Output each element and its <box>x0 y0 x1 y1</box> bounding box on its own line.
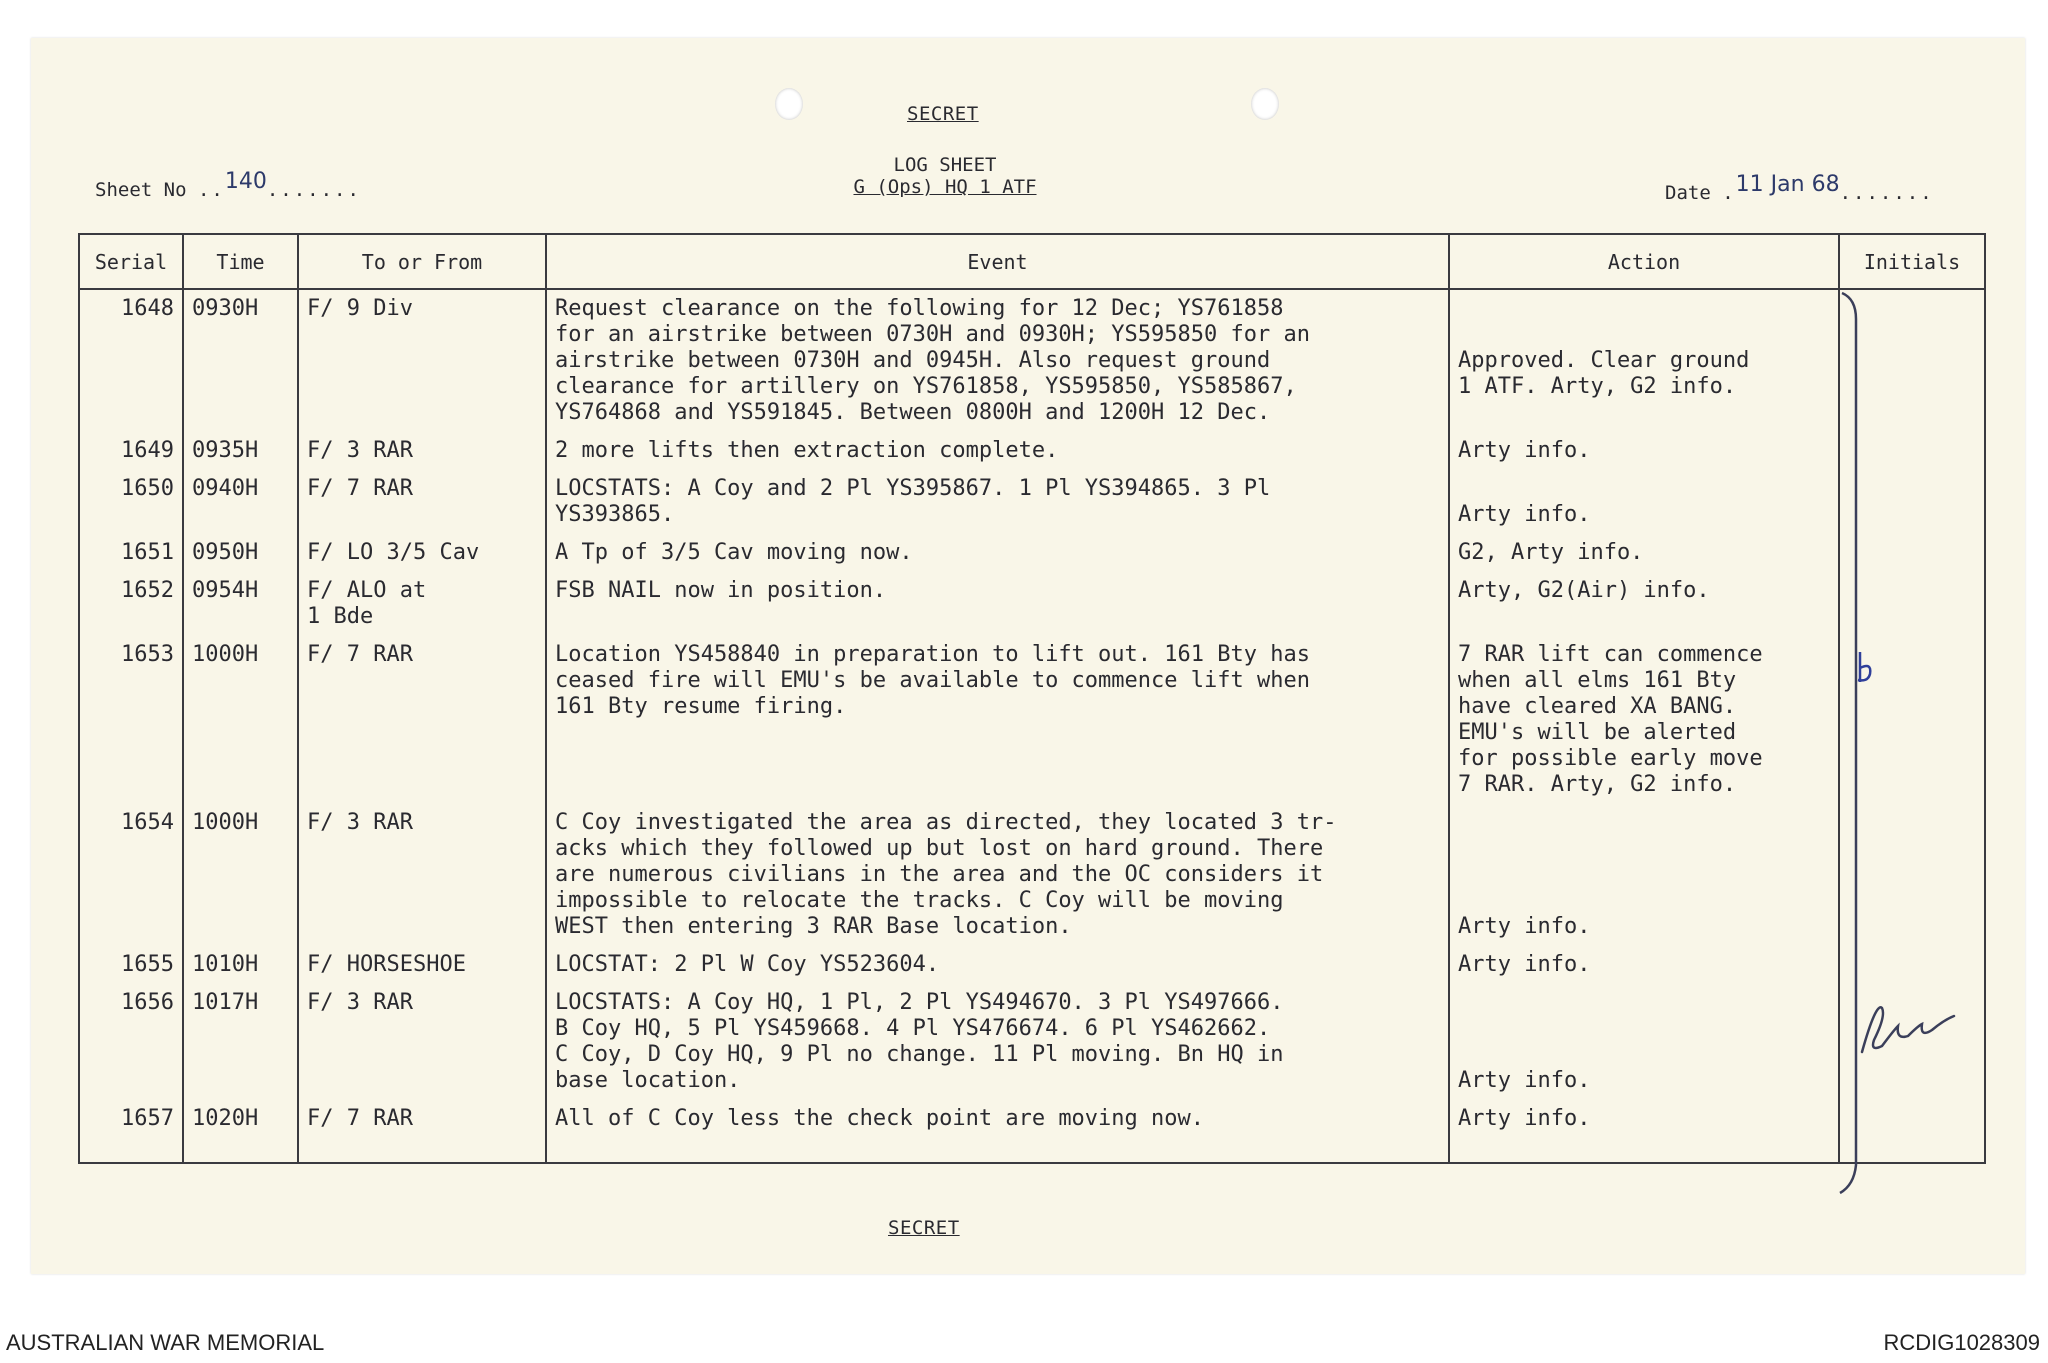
date-label: Date <box>1665 182 1711 204</box>
date-value: 11 Jan 68 <box>1735 172 1840 197</box>
sheet-number-field <box>95 169 361 202</box>
cell-serial: 1655 <box>79 946 183 984</box>
cell-from: F/ 9 Div <box>298 289 546 432</box>
sheet-dots-leading: .. <box>197 179 225 201</box>
record-id-label: RCDIG1028309 <box>1883 1330 2040 1355</box>
cell-event: A Tp of 3/5 Cav moving now. <box>546 534 1449 572</box>
cell-time: 1017H <box>183 984 298 1100</box>
cell-event: Location YS458840 in preparation to lift out. 161 Bty has ceased fire will EMU's be available to commence lift when 161 Bty resume firing. <box>546 636 1449 804</box>
sheet-dots-trailing: ....... <box>266 179 361 201</box>
col-header-event: Event <box>546 234 1449 289</box>
cell-event: Request clearance on the following for 12 Dec; YS761858 for an airstrike between 0730H and 0930H; YS595850 for an airstrike between 0730H and 0945H. Also request ground clearance for artillery on YS761858, YS595850, YS585867, YS764868 and YS591845. Between 0800H and 1200H 12 Dec. <box>546 289 1449 432</box>
cell-event: 2 more lifts then extraction complete. <box>546 432 1449 470</box>
cell-action: Arty info. <box>1449 804 1839 946</box>
table-row <box>79 1100 1985 1163</box>
col-header-initials: Initials <box>1839 234 1985 289</box>
table-row <box>79 572 1985 636</box>
col-header-action: Action <box>1449 234 1839 289</box>
cell-from: F/ 3 RAR <box>298 984 546 1100</box>
cell-time: 0950H <box>183 534 298 572</box>
table-row <box>79 984 1985 1100</box>
table-row <box>79 432 1985 470</box>
cell-event: LOCSTAT: 2 Pl W Coy YS523604. <box>546 946 1449 984</box>
cell-time: 1010H <box>183 946 298 984</box>
cell-from: F/ 3 RAR <box>298 804 546 946</box>
cell-time: 0935H <box>183 432 298 470</box>
table-row <box>79 534 1985 572</box>
cell-serial: 1653 <box>79 636 183 804</box>
institution-label: AUSTRALIAN WAR MEMORIAL <box>6 1330 325 1355</box>
cell-action: Arty info. <box>1449 946 1839 984</box>
cell-event: FSB NAIL now in position. <box>546 572 1449 636</box>
cell-from: F/ LO 3/5 Cav <box>298 534 546 572</box>
table-row <box>79 289 1985 432</box>
log-table <box>78 233 1986 1164</box>
col-header-to-or-from: To or From <box>298 234 546 289</box>
cell-event: LOCSTATS: A Coy and 2 Pl YS395867. 1 Pl YS394865. 3 Pl YS393865. <box>546 470 1449 534</box>
title-line-2: G (Ops) HQ 1 ATF <box>853 176 1037 198</box>
table-row <box>79 946 1985 984</box>
cell-event: C Coy investigated the area as directed, they located 3 tr- acks which they followed up but lost on hard ground. There are numerous civilians in the area and the OC considers it impossible to relocate the tracks. C Coy will be moving WEST then entering 3 RAR Base location. <box>546 804 1449 946</box>
cell-time: 0954H <box>183 572 298 636</box>
cell-serial: 1654 <box>79 804 183 946</box>
cell-from: F/ 3 RAR <box>298 432 546 470</box>
cell-serial: 1649 <box>79 432 183 470</box>
blue-ink-tick-mark <box>1850 648 1880 688</box>
cell-event: All of C Coy less the check point are moving now. <box>546 1100 1449 1163</box>
table-row <box>79 470 1985 534</box>
cell-time: 1000H <box>183 636 298 804</box>
cell-event: LOCSTATS: A Coy HQ, 1 Pl, 2 Pl YS494670. 3 Pl YS497666. B Coy HQ, 5 Pl YS459668. 4 Pl YS476674. 6 Pl YS462662. C Coy, D Coy HQ, 9 Pl no change. 11 Pl moving. Bn HQ in base location. <box>546 984 1449 1100</box>
cell-time: 0930H <box>183 289 298 432</box>
cell-action: Arty info. <box>1449 432 1839 470</box>
cell-action: 7 RAR lift can commence when all elms 161 Bty have cleared XA BANG. EMU's will be alerted for possible early move 7 RAR. Arty, G2 info. <box>1449 636 1839 804</box>
cell-serial: 1650 <box>79 470 183 534</box>
date-field <box>1665 172 1934 205</box>
cell-action: Arty info. <box>1449 1100 1839 1163</box>
col-header-serial: Serial <box>79 234 183 289</box>
cell-time: 1000H <box>183 804 298 946</box>
sheet-number-label: Sheet No <box>95 179 187 201</box>
date-dots-leading: . <box>1722 182 1736 204</box>
cell-serial: 1648 <box>79 289 183 432</box>
cell-action: Approved. Clear ground 1 ATF. Arty, G2 info. <box>1449 289 1839 432</box>
cell-action: G2, Arty info. <box>1449 534 1839 572</box>
cell-from: F/ 7 RAR <box>298 1100 546 1163</box>
cell-time: 1020H <box>183 1100 298 1163</box>
punch-hole-right <box>1251 88 1279 120</box>
table-row <box>79 636 1985 804</box>
punch-hole-left <box>775 88 803 120</box>
log-sheet-title <box>745 154 1145 198</box>
cell-from: F/ ALO at 1 Bde <box>298 572 546 636</box>
secret-marking-top: SECRET <box>907 103 979 125</box>
col-header-time: Time <box>183 234 298 289</box>
cell-serial: 1651 <box>79 534 183 572</box>
cell-serial: 1657 <box>79 1100 183 1163</box>
cell-time: 0940H <box>183 470 298 534</box>
title-line-1: LOG SHEET <box>893 154 997 176</box>
cell-action: Arty, G2(Air) info. <box>1449 572 1839 636</box>
sheet-number-value: 140 <box>224 169 267 194</box>
cell-action: Arty info. <box>1449 984 1839 1100</box>
cell-serial: 1656 <box>79 984 183 1100</box>
cell-from: F/ 7 RAR <box>298 636 546 804</box>
cell-serial: 1652 <box>79 572 183 636</box>
cell-from: F/ HORSESHOE <box>298 946 546 984</box>
cell-from: F/ 7 RAR <box>298 470 546 534</box>
table-row <box>79 804 1985 946</box>
secret-marking-bottom: SECRET <box>888 1217 960 1239</box>
date-dots-trailing: ....... <box>1839 182 1934 204</box>
table-header-row <box>79 234 1985 289</box>
handwritten-initials-signature <box>1852 990 1962 1070</box>
cell-action: Arty info. <box>1449 470 1839 534</box>
